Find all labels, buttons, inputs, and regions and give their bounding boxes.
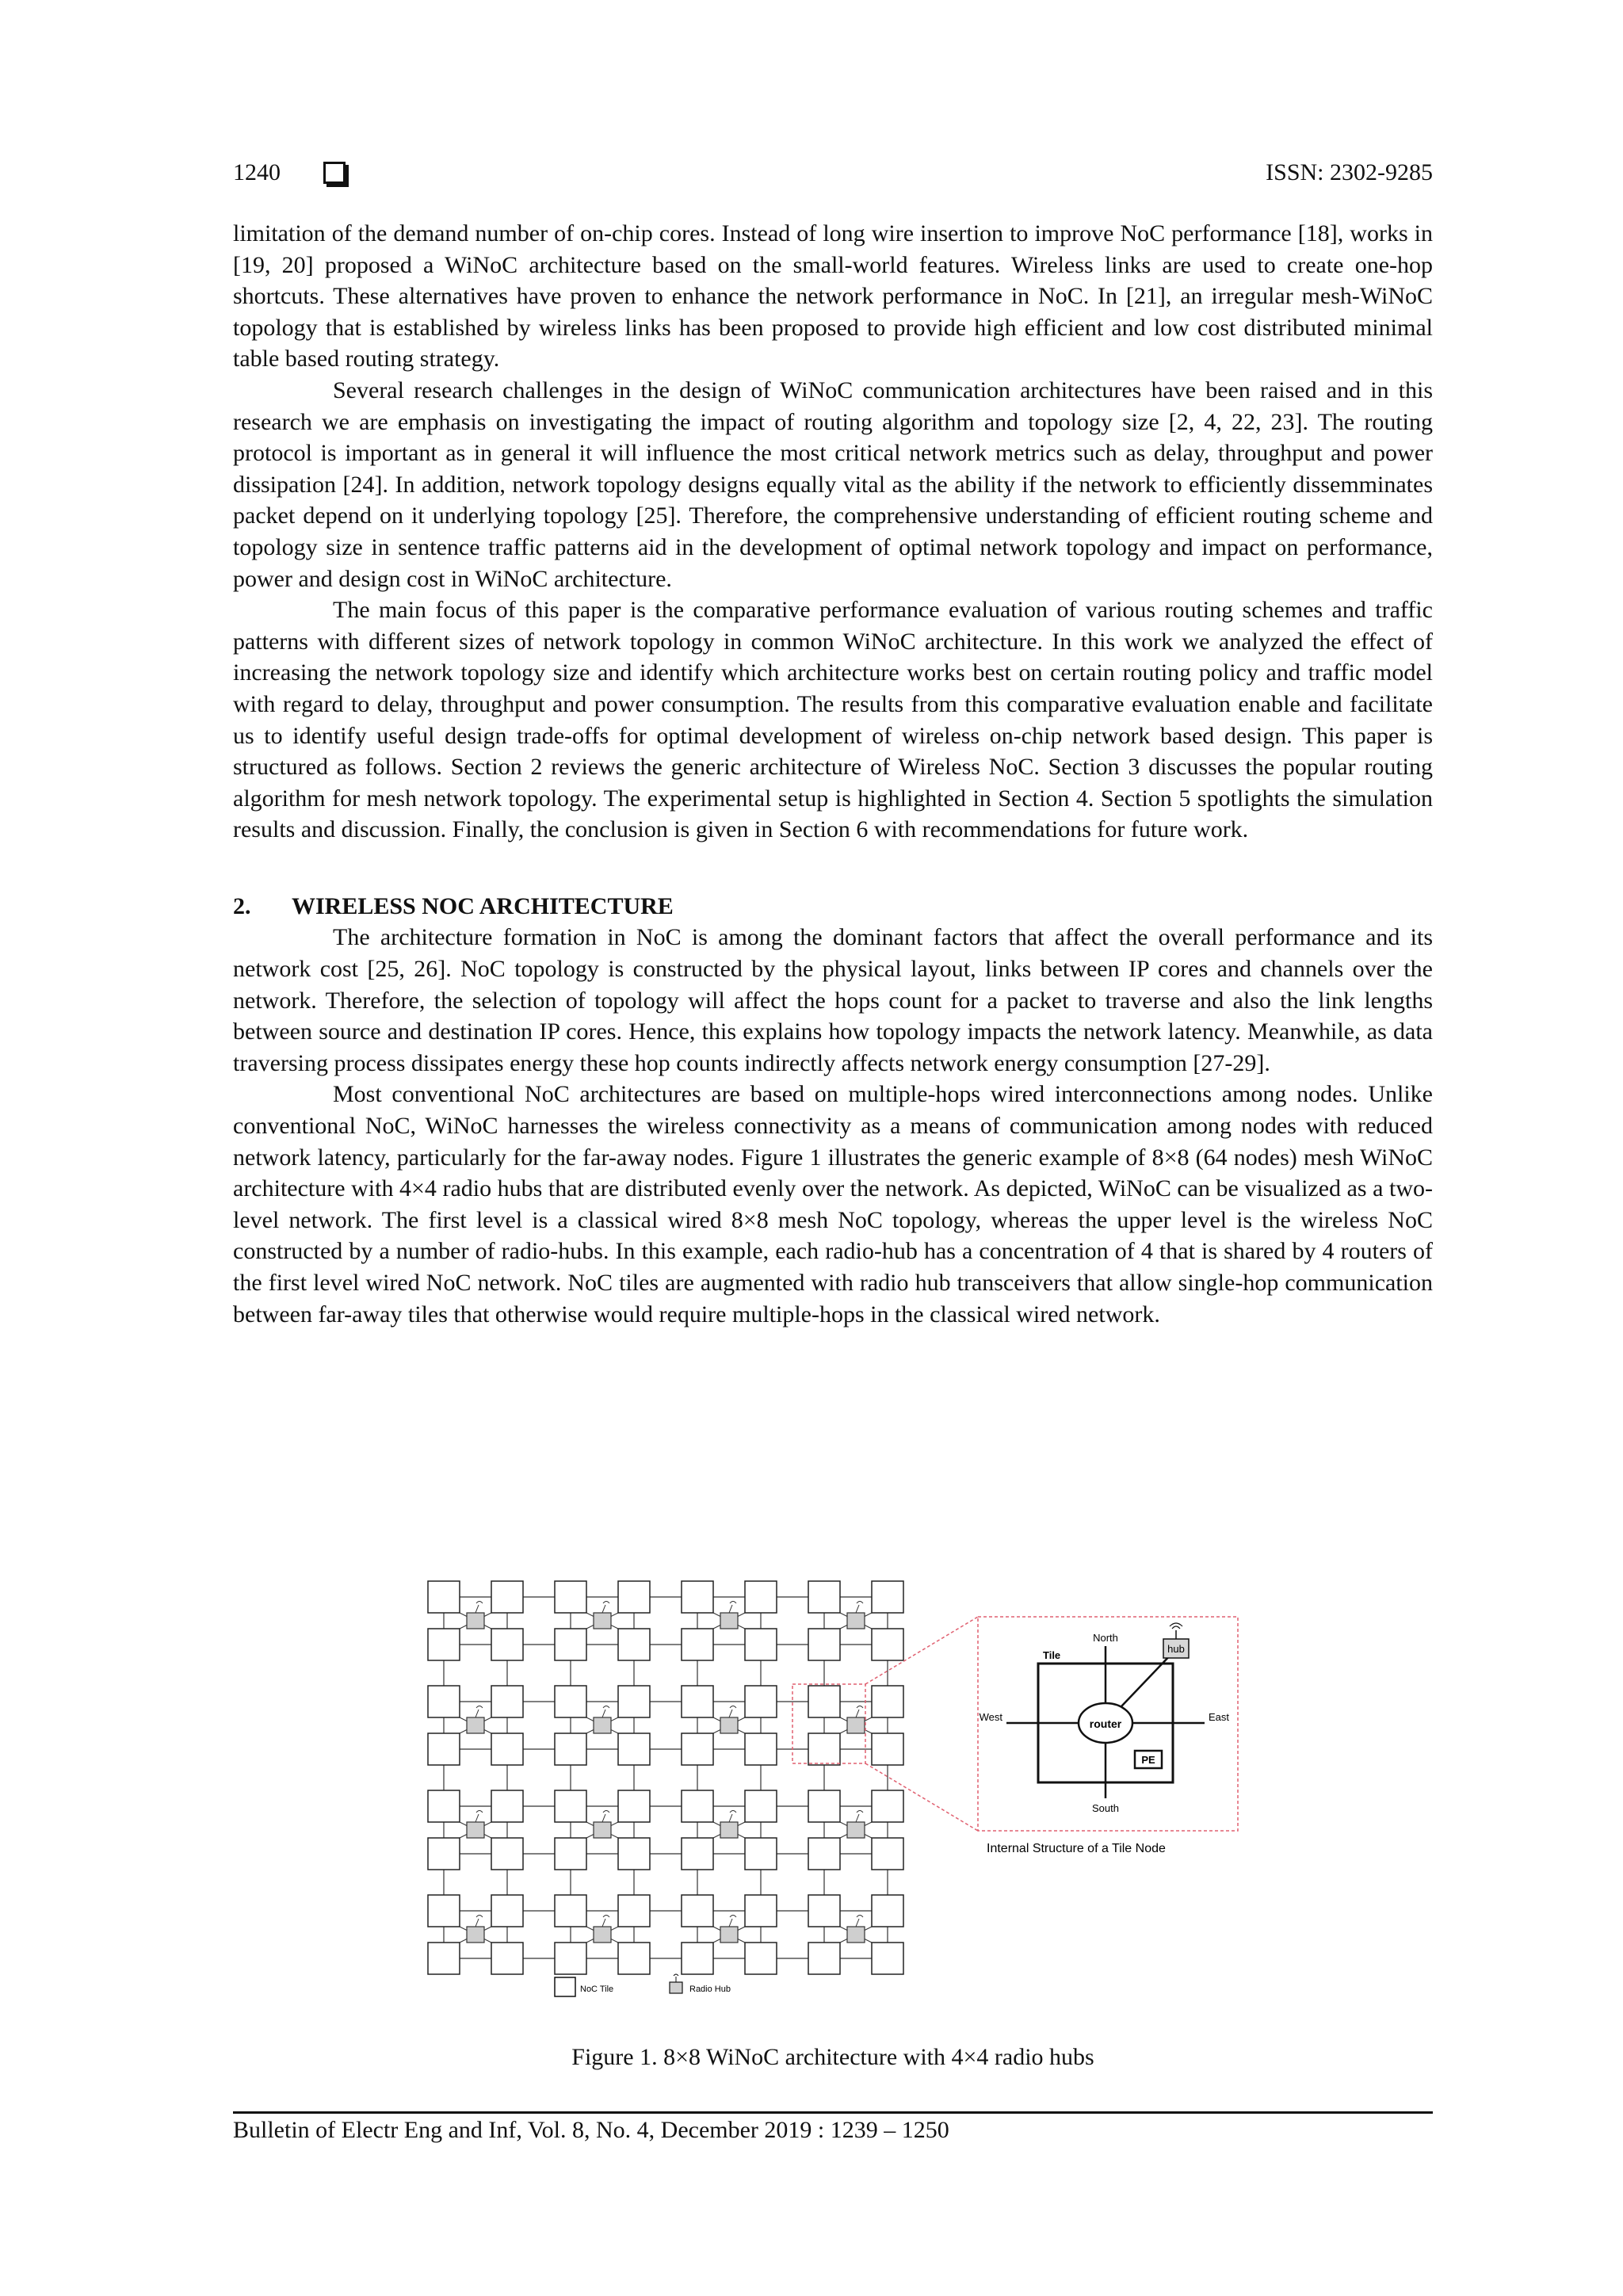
radio-hub bbox=[720, 1717, 738, 1733]
antenna-icon bbox=[476, 1811, 483, 1813]
paragraph: The main focus of this paper is the comparative performance evaluation of various routing schemes and traffic patterns with different sizes of network topology in common WiNoC architecture. In this work we analyzed the effect of increasing the network topology size and identify which architecture works best on certain routing policy and traffic model with regard to delay, throughput and power consumption. The results from this comparative evaluation enable and facilitate us to identify useful design trade-offs for optimal development of wireless on-chip network based design. This paper is structured as follows. Section 2 reviews the generic architecture of Wireless NoC. Section 3 discusses the popular routing algorithm for mesh network topology. The experimental setup is highlighted in Section 4. Section 5 spotlights the simulation results and discussion. Finally, the conclusion is given in Section 6 with recommendations for future work. bbox=[233, 597, 1433, 843]
footer-citation: Bulletin of Electr Eng and Inf, Vol. 8, No. 4, December 2019 : 1239 – 1250 bbox=[233, 2117, 949, 2143]
radio-hub-swatch bbox=[670, 1982, 682, 1993]
section-number: 2. bbox=[233, 892, 251, 919]
router-label: router bbox=[1089, 1717, 1122, 1730]
noc-tile bbox=[491, 1581, 523, 1613]
noc-tile-swatch bbox=[555, 1977, 575, 1996]
noc-tile bbox=[872, 1838, 903, 1870]
antenna-icon bbox=[856, 1814, 859, 1822]
noc-tile bbox=[555, 1733, 586, 1765]
noc-tile bbox=[682, 1686, 713, 1717]
radio-hub bbox=[467, 1822, 484, 1838]
noc-tile bbox=[618, 1581, 650, 1613]
antenna-icon bbox=[475, 1919, 479, 1927]
figure-caption: Figure 1. 8×8 WiNoC architecture with 4×4 radio hubs bbox=[571, 2044, 1094, 2070]
antenna-icon bbox=[729, 1710, 732, 1717]
noc-tile bbox=[682, 1581, 713, 1613]
antenna-icon bbox=[602, 1605, 605, 1613]
noc-tile bbox=[618, 1838, 650, 1870]
issn: ISSN: 2302-9285 bbox=[1266, 159, 1433, 185]
noc-tile bbox=[872, 1943, 903, 1974]
west-label: West bbox=[979, 1711, 1002, 1723]
noc-tile bbox=[808, 1581, 840, 1613]
hub-label: hub bbox=[1167, 1643, 1185, 1655]
figure-1 bbox=[412, 1565, 1252, 2017]
radio-hub bbox=[720, 1822, 738, 1838]
antenna-icon bbox=[730, 1706, 736, 1709]
antenna-icon bbox=[730, 1602, 736, 1604]
noc-tile bbox=[491, 1943, 523, 1974]
antenna-icon bbox=[856, 1710, 859, 1717]
noc-tile bbox=[872, 1895, 903, 1927]
noc-tile bbox=[491, 1790, 523, 1822]
noc-tile bbox=[808, 1838, 840, 1870]
tile-label: Tile bbox=[1043, 1649, 1061, 1661]
antenna-icon bbox=[730, 1811, 736, 1813]
paragraph: The architecture formation in NoC is among the dominant factors that affect the overall performance and its network cost [25, 26]. NoC topology is constructed by the physical layout, links between IP cores and channels over the network. Therefore, the selection of topology will affect the hops count for a packet to traverse and also the link lengths between source and destination IP cores. Hence, this explains how topology impacts the network latency. Meanwhile, as data traversing process dissipates energy these hop counts indirectly affects network energy consumption [27-29]. bbox=[233, 924, 1433, 1076]
radio-hub bbox=[594, 1613, 611, 1629]
legend-noc-tile: NoC Tile bbox=[580, 1985, 614, 1994]
noc-tile bbox=[808, 1895, 840, 1927]
noc-tile bbox=[555, 1895, 586, 1927]
antenna-icon bbox=[476, 1916, 483, 1918]
noc-tile bbox=[428, 1733, 460, 1765]
antenna-icon bbox=[476, 1602, 483, 1604]
noc-tile bbox=[682, 1733, 713, 1765]
radio-hub bbox=[847, 1822, 865, 1838]
body-text bbox=[233, 218, 1433, 1330]
radio-hub bbox=[594, 1717, 611, 1733]
noc-tile bbox=[428, 1943, 460, 1974]
noc-tile bbox=[682, 1895, 713, 1927]
noc-tile bbox=[428, 1629, 460, 1660]
antenna-icon bbox=[602, 1814, 605, 1822]
noc-tile bbox=[745, 1581, 777, 1613]
noc-tile bbox=[428, 1790, 460, 1822]
noc-tile bbox=[555, 1686, 586, 1717]
noc-tile bbox=[872, 1686, 903, 1717]
noc-tile bbox=[745, 1838, 777, 1870]
noc-tile bbox=[872, 1733, 903, 1765]
noc-tile bbox=[555, 1629, 586, 1660]
legend-radio-hub: Radio Hub bbox=[689, 1985, 731, 1994]
noc-tile bbox=[808, 1943, 840, 1974]
north-label: North bbox=[1093, 1632, 1118, 1644]
noc-tile bbox=[745, 1790, 777, 1822]
antenna-icon bbox=[856, 1919, 859, 1927]
radio-hub bbox=[594, 1822, 611, 1838]
paragraph: limitation of the demand number of on-chip cores. Instead of long wire insertion to improve NoC performance [18], works in [19, 20] proposed a WiNoC architecture based on the small-world features. Wireless links are used to create one-hop shortcuts. These alternatives have proven to enhance the network performance in NoC. In [21], an irregular mesh-WiNoC topology that is established by wireless links has been proposed to provide high efficient and low cost distributed minimal table based routing strategy. bbox=[233, 220, 1433, 372]
noc-tile bbox=[428, 1895, 460, 1927]
noc-tile bbox=[808, 1733, 840, 1765]
noc-tile bbox=[618, 1733, 650, 1765]
noc-tile bbox=[745, 1629, 777, 1660]
noc-tile bbox=[428, 1838, 460, 1870]
antenna-icon bbox=[603, 1811, 609, 1813]
noc-tile bbox=[745, 1895, 777, 1927]
antenna-icon bbox=[729, 1605, 732, 1613]
noc-tile bbox=[808, 1686, 840, 1717]
noc-tile bbox=[428, 1581, 460, 1613]
section-title: WIRELESS NOC ARCHITECTURE bbox=[292, 892, 674, 919]
radio-hub bbox=[467, 1717, 484, 1733]
antenna-icon bbox=[856, 1605, 859, 1613]
winoc-diagram bbox=[412, 1565, 1252, 2017]
noc-tile bbox=[555, 1838, 586, 1870]
radio-hub bbox=[467, 1613, 484, 1629]
pe-label: PE bbox=[1141, 1754, 1155, 1766]
paragraph: Most conventional NoC architectures are based on multiple-hops wired interconnections among nodes. Unlike conventional NoC, WiNoC harnesses the wireless connectivity as a means of communication among nodes with reduced network latency, particularly for the far-away nodes. Figure 1 illustrates the generic example of 8×8 (64 nodes) mesh WiNoC architecture with 4×4 radio hubs that are distributed evenly over the network. As depicted, WiNoC can be visualized as a two-level network. The first level is a classical wired 8×8 mesh NoC topology, whereas the upper level is the wireless NoC constructed by a number of radio-hubs. In this example, each radio-hub has a concentration of 4 that is shared by 4 routers of the first level wired NoC network. NoC tiles are augmented with radio hub transceivers that allow single-hop communication between far-away tiles that otherwise would require multiple-hops in the classical wired network. bbox=[233, 1081, 1433, 1328]
noc-tile bbox=[555, 1943, 586, 1974]
antenna-icon bbox=[857, 1811, 863, 1813]
noc-tile bbox=[808, 1629, 840, 1660]
noc-tile bbox=[491, 1838, 523, 1870]
antenna-icon bbox=[857, 1706, 863, 1709]
radio-hub bbox=[594, 1927, 611, 1943]
antenna-icon bbox=[857, 1602, 863, 1604]
antenna-icon bbox=[602, 1710, 605, 1717]
antenna-icon bbox=[476, 1706, 483, 1709]
page-number: 1240 bbox=[233, 159, 281, 185]
antenna-icon bbox=[475, 1605, 479, 1613]
east-label: East bbox=[1209, 1711, 1230, 1723]
antenna-icon bbox=[729, 1919, 732, 1927]
radio-hub bbox=[720, 1927, 738, 1943]
square-bullet-icon bbox=[323, 162, 346, 184]
noc-tile bbox=[682, 1629, 713, 1660]
paragraph: Several research challenges in the design of WiNoC communication architectures have been raised and in this research we are emphasis on investigating the impact of routing algorithm and topology size [2, 4, 22, 23]. The routing protocol is important as in general it will influence the most critical network metrics such as delay, throughput and power dissipation [24]. In addition, network topology designs equally vital as the ability if the network to efficiently dissemminates packet depend on it underlying topology [25]. Therefore, the comprehensive understanding of efficient routing scheme and topology size in sentence traffic patterns aid in the development of optimal network topology and impact on performance, power and design cost in WiNoC architecture. bbox=[233, 376, 1433, 592]
noc-tile bbox=[745, 1733, 777, 1765]
noc-tile bbox=[618, 1629, 650, 1660]
radio-hub bbox=[847, 1717, 865, 1733]
south-label: South bbox=[1092, 1802, 1119, 1814]
running-header bbox=[233, 155, 1433, 190]
noc-tile bbox=[491, 1686, 523, 1717]
noc-tile bbox=[618, 1895, 650, 1927]
noc-tile bbox=[872, 1790, 903, 1822]
antenna-icon bbox=[857, 1916, 863, 1918]
noc-tile bbox=[682, 1790, 713, 1822]
noc-tile bbox=[491, 1895, 523, 1927]
noc-tile bbox=[555, 1581, 586, 1613]
antenna-icon bbox=[603, 1916, 609, 1918]
antenna-icon bbox=[1170, 1623, 1182, 1639]
antenna-icon bbox=[603, 1706, 609, 1709]
noc-tile bbox=[491, 1629, 523, 1660]
noc-tile bbox=[872, 1581, 903, 1613]
mesh-network bbox=[428, 1581, 903, 1974]
antenna-icon bbox=[603, 1602, 609, 1604]
noc-tile bbox=[555, 1790, 586, 1822]
noc-tile bbox=[682, 1943, 713, 1974]
radio-hub bbox=[847, 1927, 865, 1943]
noc-tile bbox=[745, 1686, 777, 1717]
noc-tile bbox=[808, 1790, 840, 1822]
noc-tile bbox=[618, 1790, 650, 1822]
radio-hub bbox=[720, 1613, 738, 1629]
noc-tile bbox=[618, 1943, 650, 1974]
figure-legend bbox=[555, 1974, 731, 1996]
noc-tile bbox=[872, 1629, 903, 1660]
noc-tile bbox=[682, 1838, 713, 1870]
antenna-icon bbox=[602, 1919, 605, 1927]
antenna-icon bbox=[475, 1814, 479, 1822]
noc-tile bbox=[491, 1733, 523, 1765]
section-heading bbox=[233, 891, 1433, 923]
antenna-icon bbox=[730, 1916, 736, 1918]
tile-detail bbox=[980, 1623, 1230, 1855]
antenna-icon bbox=[674, 1974, 678, 1982]
radio-hub bbox=[467, 1927, 484, 1943]
noc-tile bbox=[428, 1686, 460, 1717]
noc-tile bbox=[618, 1686, 650, 1717]
noc-tile bbox=[745, 1943, 777, 1974]
antenna-icon bbox=[729, 1814, 732, 1822]
antenna-icon bbox=[475, 1710, 479, 1717]
radio-hub bbox=[847, 1613, 865, 1629]
detail-title: Internal Structure of a Tile Node bbox=[987, 1842, 1166, 1855]
